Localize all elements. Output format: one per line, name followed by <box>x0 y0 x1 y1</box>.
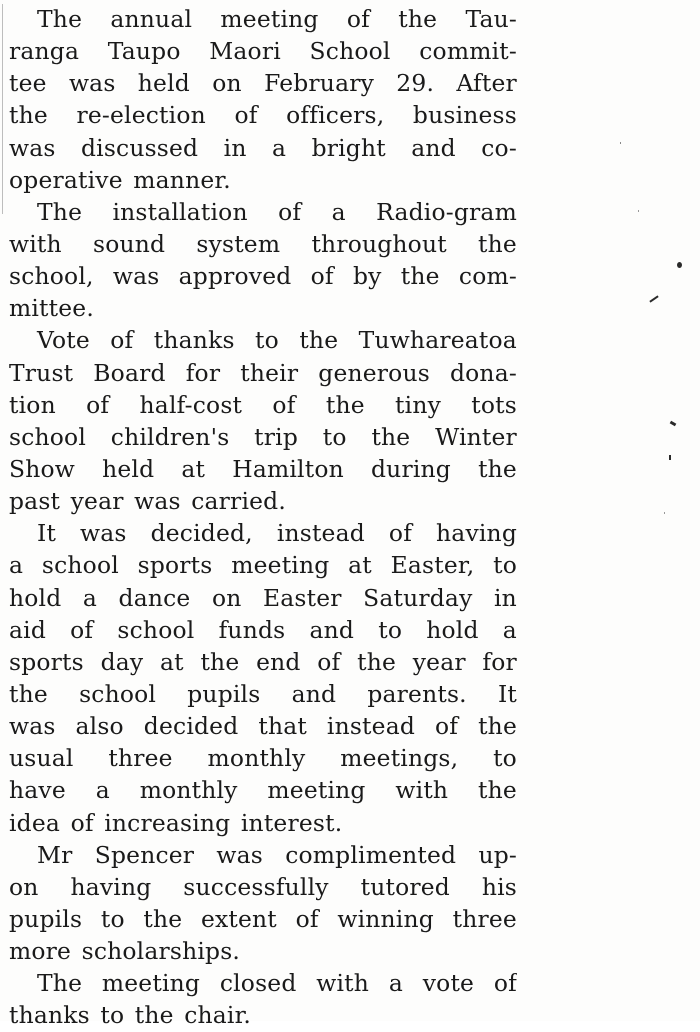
text-line: hold a dance on Easter Saturday in <box>9 583 517 612</box>
print-speck <box>664 512 665 514</box>
text-line: Trust Board for their generous dona- <box>9 358 517 387</box>
text-line: have a monthly meeting with the <box>9 776 517 805</box>
text-line: was also decided that instead of the <box>9 712 517 741</box>
text-line: aid of school funds and to hold a <box>9 615 517 644</box>
text-line: sports day at the end of the year for <box>9 647 517 676</box>
text-line: The installation of a Radio-gram <box>37 197 517 226</box>
text-line: thanks to the chair. <box>9 1001 252 1030</box>
text-line: mittee. <box>9 294 94 323</box>
print-speck <box>677 262 682 268</box>
text-line: past year was carried. <box>9 487 286 516</box>
text-line: ranga Taupo Maori School commit- <box>9 37 517 66</box>
text-line: It was decided, instead of having <box>37 519 517 548</box>
article-column <box>9 3 517 1032</box>
text-line: more scholarships. <box>9 937 241 966</box>
print-speck <box>649 295 658 302</box>
text-line: school, was approved of by the com- <box>9 262 517 291</box>
text-line: The annual meeting of the Tau- <box>37 5 517 33</box>
text-line: operative manner. <box>9 165 231 194</box>
print-speck <box>638 210 639 212</box>
text-line: idea of increasing interest. <box>9 808 343 837</box>
print-speck <box>620 142 621 144</box>
column-rule <box>2 4 3 214</box>
print-speck <box>669 455 671 460</box>
text-line: the re-election of officers, business <box>9 101 517 130</box>
text-line: the school pupils and parents. It <box>9 679 517 708</box>
text-line: Show held at Hamilton during the <box>9 454 517 483</box>
text-line: school children's trip to the Winter <box>9 422 517 451</box>
text-line: with sound system throughout the <box>9 229 517 258</box>
text-line: pupils to the extent of winning three <box>9 904 517 933</box>
text-line: a school sports meeting at Easter, to <box>9 551 517 580</box>
text-line: Vote of thanks to the Tuwhareatoa <box>37 326 517 355</box>
text-line: The meeting closed with a vote of <box>37 969 517 998</box>
print-speck <box>670 421 677 427</box>
text-line: on having successfully tutored his <box>9 872 517 901</box>
text-line: Mr Spencer was complimented up- <box>37 840 517 869</box>
text-line: tion of half-cost of the tiny tots <box>9 390 517 419</box>
text-line: usual three monthly meetings, to <box>9 744 517 773</box>
text-line: tee was held on February 29. After <box>9 69 517 98</box>
text-line: was discussed in a bright and co- <box>9 133 517 162</box>
